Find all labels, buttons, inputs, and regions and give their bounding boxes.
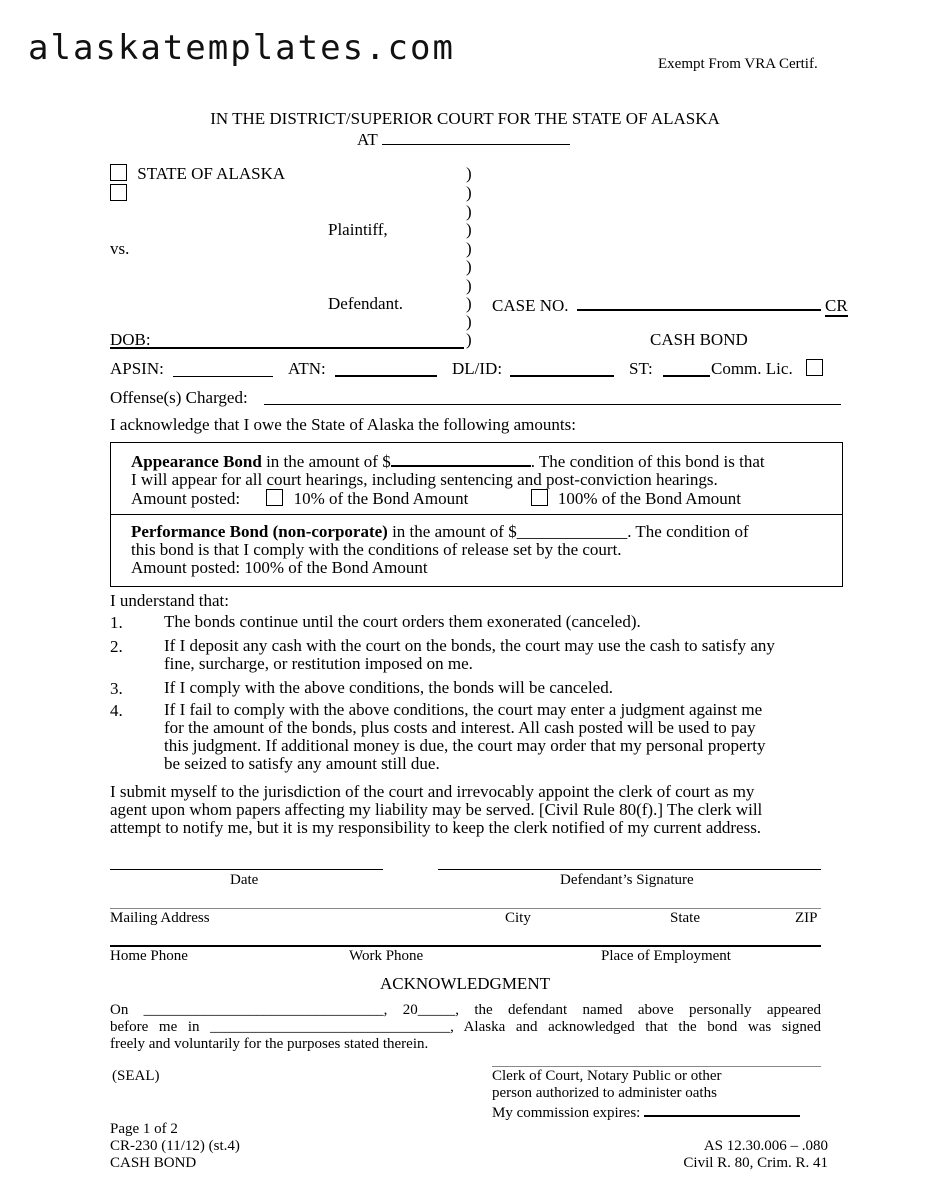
performance-condition: this bond is that I comply with the conditions of release set by the court. [131,540,622,559]
apsin-field[interactable] [173,376,273,377]
case-number-row [492,294,848,316]
jurisdiction-line: attempt to notify me, but it is my responsibility to keep the clerk notified of my current address. [110,818,762,837]
jurisdiction-paragraph [110,783,822,837]
list-item-line: The bonds continue until the court orders them exonerated (canceled). [164,612,641,631]
seal-label: (SEAL) [112,1068,160,1084]
state-label: STATE OF ALASKA [137,164,286,183]
atn-label: ATN: [288,359,326,378]
ten-percent-label: 10% of the Bond Amount [293,489,469,508]
offense-field[interactable] [264,404,841,405]
rules-reference: Civil R. 80, Crim. R. 41 [683,1155,828,1171]
apsin-label: APSIN: [110,359,164,378]
hundred-percent-checkbox[interactable] [531,489,548,506]
case-number-suffix: CR [825,296,848,315]
footer-right [600,1138,828,1172]
acknowledgment-title: ACKNOWLEDGMENT [380,974,550,993]
jurisdiction-line: I submit myself to the jurisdiction of the court and irrevocably appoint the clerk of court as my [110,782,755,801]
zip-label: ZIP [795,910,818,926]
list-item-line: If I deposit any cash with the court on the bonds, the court may use the cash to satisfy any [164,636,775,655]
list-item [164,679,613,697]
court-location [357,128,570,150]
caption-paren: ) [466,220,472,239]
plaintiff-alt-row [110,184,127,204]
caption-paren: ) [466,183,472,202]
date-field[interactable] [110,869,383,870]
caption-paren: ) [466,312,472,331]
amount-posted-label: Amount posted: [131,489,241,508]
appearance-bond-section [131,451,821,508]
caption-paren: ) [466,294,472,313]
appearance-amount-text: in the amount of $ [261,452,391,471]
acknowledgment-line-3: freely and voluntarily for the purposes stated therein. [110,1036,429,1052]
dlid-label: DL/ID: [452,359,503,378]
list-item-number: 2. [110,637,123,656]
list-item-number: 4. [110,701,123,720]
atn-field[interactable] [335,375,437,377]
acknowledgment-text [110,1002,821,1053]
defendant-signature-field[interactable] [438,869,821,870]
mailing-address-label: Mailing Address [110,910,210,926]
state-checkbox[interactable] [110,164,127,181]
at-label: AT [357,130,378,149]
list-item-number: 1. [110,613,123,632]
work-phone-label: Work Phone [349,948,424,964]
ten-percent-checkbox[interactable] [266,489,283,506]
date-label: Date [230,872,259,888]
home-phone-label: Home Phone [110,948,188,964]
list-item [164,637,775,673]
hundred-percent-label: 100% of the Bond Amount [557,489,742,508]
form-title: CASH BOND [650,330,748,349]
list-item-number: 3. [110,679,123,698]
defendant-label: Defendant. [328,294,404,313]
site-watermark: alaskatemplates.com [28,28,455,68]
list-item-line: be seized to satisfy any amount still due. [164,754,440,773]
court-title: IN THE DISTRICT/SUPERIOR COURT FOR THE STATE OF ALASKA [210,109,720,128]
clerk-title-line-1: Clerk of Court, Notary Public or other [492,1068,722,1084]
clerk-signature-field[interactable] [492,1066,821,1067]
footer-left [110,1121,240,1172]
commercial-license-wrap [806,359,823,379]
dob-field[interactable] [110,347,464,349]
dob-label: DOB: [110,330,151,349]
performance-bond-section [131,523,821,577]
clerk-block [492,1068,800,1122]
commission-expires-field[interactable] [644,1102,800,1117]
mailing-address-field[interactable] [110,908,821,909]
case-number-field[interactable] [577,294,821,311]
caption-paren: ) [466,330,472,349]
list-item-line: fine, surcharge, or restitution imposed on me. [164,654,473,673]
list-item-line: If I fail to comply with the above conditions, the court may enter a judgment against me [164,700,763,719]
defendant-signature-label: Defendant’s Signature [560,872,694,888]
page-number: Page 1 of 2 [110,1121,178,1137]
state-id-field[interactable] [663,375,710,377]
versus-label: vs. [110,239,130,258]
list-item-line: If I comply with the above conditions, the bonds will be canceled. [164,678,613,697]
vra-exempt-note: Exempt From VRA Certif. [658,56,818,72]
bond-box-divider [110,514,842,515]
commercial-license-checkbox[interactable] [806,359,823,376]
state-party-row [110,164,285,184]
list-item [164,613,641,631]
list-item-line: this judgment. If additional money is due, the court may order that my personal property [164,736,766,755]
city-label: City [505,910,531,926]
list-item-line: for the amount of the bonds, plus costs and interest. All cash posted will be used to pay [164,718,756,737]
performance-amount-text: in the amount of $_____________. The condition of [387,522,749,541]
state-id-label: ST: [629,359,653,378]
statute-reference: AS 12.30.006 – .080 [703,1138,828,1154]
appearance-amount-field[interactable] [391,451,531,467]
form-number: CR-230 (11/12) (st.4) [110,1138,240,1154]
form-name: CASH BOND [110,1155,197,1171]
state-label-address: State [670,910,700,926]
appearance-bond-title: Appearance Bond [131,452,262,471]
other-plaintiff-checkbox[interactable] [110,184,127,201]
commercial-license-label: Comm. Lic. [711,359,793,378]
phone-employment-field[interactable] [110,945,821,947]
employment-label: Place of Employment [601,948,731,964]
caption-paren: ) [466,239,472,258]
jurisdiction-line: agent upon whom papers affecting my liability may be served. [Civil Rule 80(f).] The clerk will [110,800,763,819]
acknowledgment-line-1: On ________________________________, 20_____, the defendant named above personally appeared [110,1002,821,1018]
understand-intro: I understand that: [110,591,229,610]
caption-paren: ) [466,257,472,276]
performance-bond-title: Performance Bond (non-corporate) [131,522,388,541]
court-location-field[interactable] [382,128,570,145]
acknowledgment-line-2: before me in ________________________________, Alaska and acknowledged that the bond was signed [110,1019,821,1035]
caption-paren: ) [466,164,472,183]
clerk-title-line-2: person authorized to administer oaths [492,1085,717,1101]
dlid-field[interactable] [510,375,614,377]
commission-expires-label: My commission expires: [492,1105,641,1121]
caption-paren: ) [466,202,472,221]
case-number-label: CASE NO. [492,296,569,315]
performance-amount-posted: Amount posted: 100% of the Bond Amount [131,558,428,577]
plaintiff-label: Plaintiff, [328,220,388,239]
acknowledge-line: I acknowledge that I owe the State of Alaska the following amounts: [110,415,576,434]
appearance-condition-1: . The condition of this bond is that [530,452,765,471]
caption-paren: ) [466,276,472,295]
offense-label: Offense(s) Charged: [110,388,248,407]
list-item [164,701,765,773]
appearance-condition-2: I will appear for all court hearings, including sentencing and post-conviction hearings. [131,470,718,489]
